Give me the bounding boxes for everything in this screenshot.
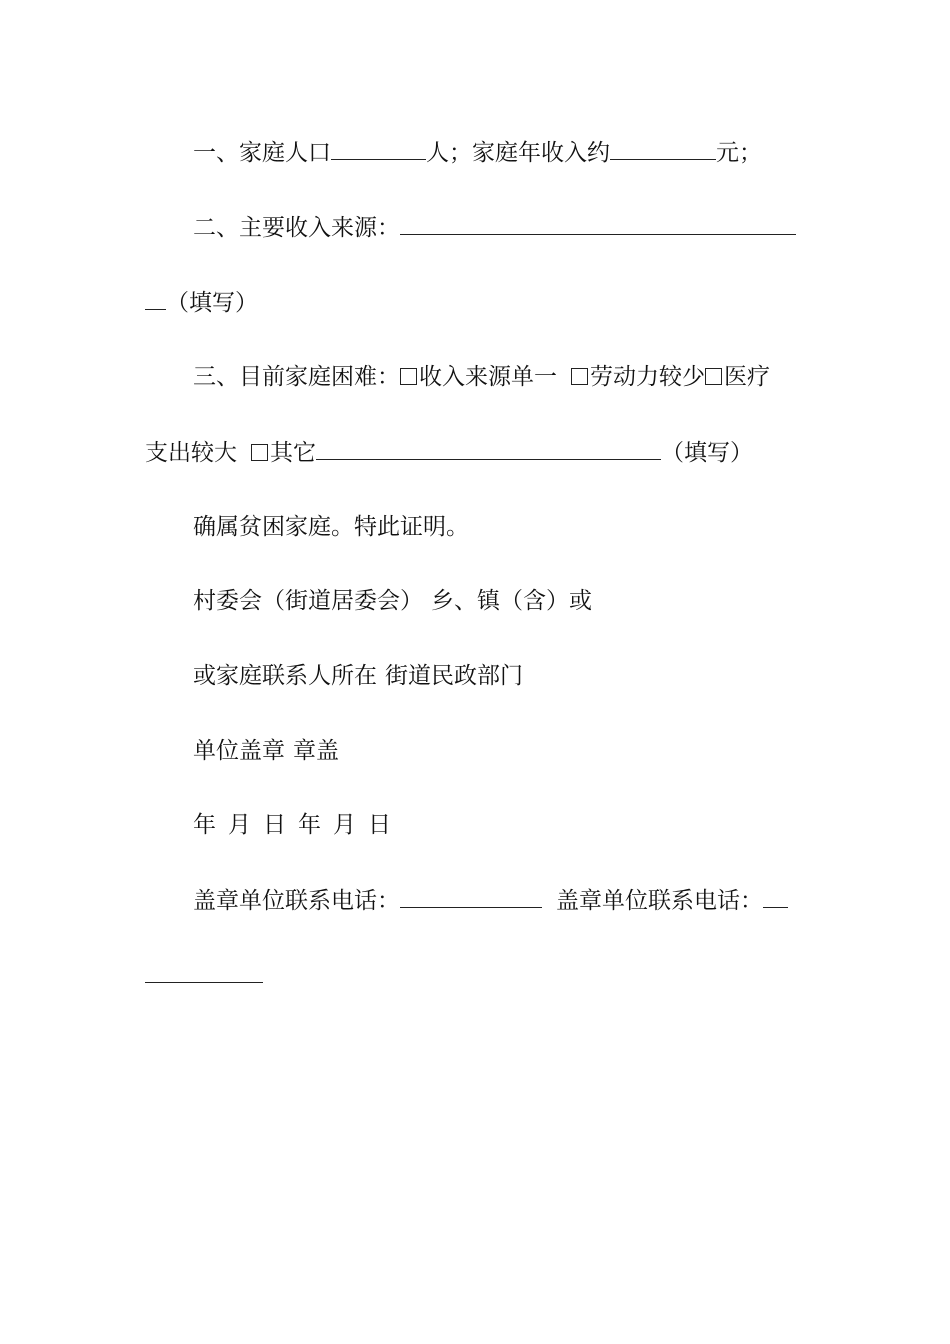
sign-row-2 xyxy=(193,661,858,691)
income-source-line xyxy=(193,212,858,243)
checkbox-single-income[interactable] xyxy=(400,368,417,385)
hardship-label: 三、目前家庭困难： xyxy=(193,364,400,390)
phone-blank-left[interactable] xyxy=(400,885,542,908)
phone-blank-right[interactable] xyxy=(763,885,788,908)
other-hardship-blank[interactable] xyxy=(316,437,661,460)
hardship-fill-note: （填写） xyxy=(661,440,753,466)
phone-row-continuation xyxy=(145,960,810,991)
hardship-continuation xyxy=(145,437,810,468)
date-row xyxy=(193,810,858,840)
annual-income-label: 人；家庭年收入约 xyxy=(426,140,610,166)
date-day-2: 日 xyxy=(368,812,391,838)
date-day-1: 日 xyxy=(263,812,286,838)
income-source-blank[interactable] xyxy=(400,212,796,235)
option-medical-expense-part2: 支出较大 xyxy=(145,440,237,466)
household-info-line xyxy=(193,137,858,168)
unit-seal-label: 单位盖章 xyxy=(193,738,285,764)
hardship-line xyxy=(193,362,858,392)
village-committee-label: 村委会（街道居委会） xyxy=(193,588,423,614)
option-single-income: 收入来源单一 xyxy=(419,364,557,390)
income-source-continuation xyxy=(145,287,810,318)
sign-row-3 xyxy=(193,736,858,766)
date-month-2: 月 xyxy=(333,812,356,838)
civil-affairs-label: 街道民政部门 xyxy=(385,663,523,689)
option-medical-expense-part1: 医疗 xyxy=(724,364,770,390)
date-year-2: 年 xyxy=(298,812,321,838)
income-source-blank-end[interactable] xyxy=(145,287,166,310)
phone-row xyxy=(193,885,858,916)
phone-label-left: 盖章单位联系电话： xyxy=(193,888,400,914)
date-month-1: 月 xyxy=(228,812,251,838)
option-other: 其它 xyxy=(270,440,316,466)
checkbox-less-labor[interactable] xyxy=(571,368,588,385)
date-year-1: 年 xyxy=(193,812,216,838)
household-size-label: 一、家庭人口 xyxy=(193,140,331,166)
checkbox-medical-expense[interactable] xyxy=(705,368,722,385)
contact-unit-label: 或家庭联系人所在 xyxy=(193,663,377,689)
sign-row-1 xyxy=(193,586,858,616)
checkbox-other[interactable] xyxy=(251,444,268,461)
income-source-fill-note: （填写） xyxy=(166,290,258,316)
household-size-blank[interactable] xyxy=(331,137,426,160)
annual-income-unit: 元； xyxy=(716,140,762,166)
seal-label: 章盖 xyxy=(293,738,339,764)
township-label: 乡、镇（含）或 xyxy=(431,588,592,614)
phone-label-right: 盖章单位联系电话： xyxy=(556,888,763,914)
annual-income-blank[interactable] xyxy=(610,137,716,160)
option-less-labor: 劳动力较少 xyxy=(590,364,705,390)
phone-blank-right-end[interactable] xyxy=(145,960,263,983)
income-source-label: 二、主要收入来源： xyxy=(193,215,400,241)
statement: 确属贫困家庭。特此证明。 xyxy=(193,514,469,540)
